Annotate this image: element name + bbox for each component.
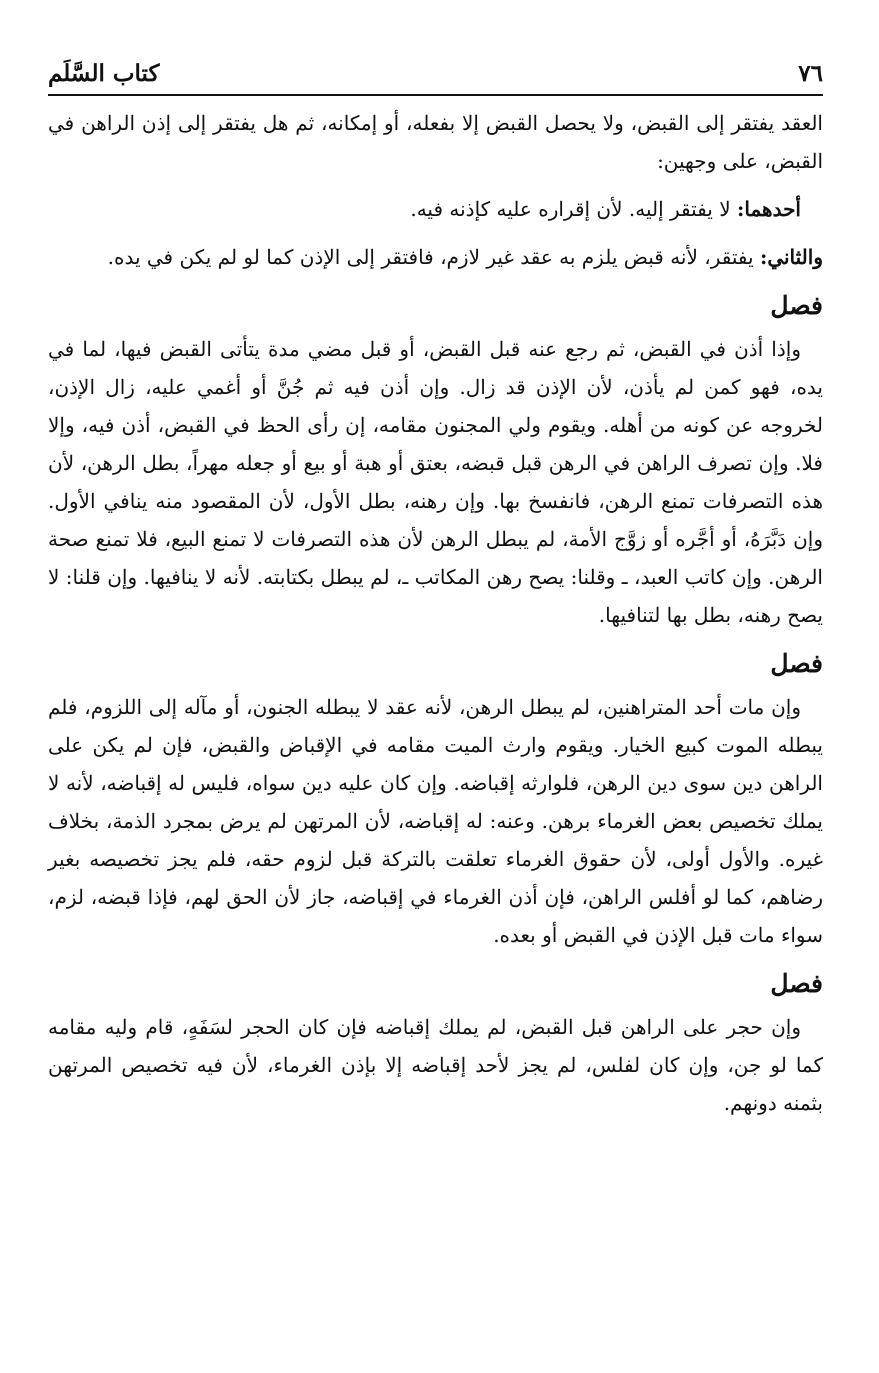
section-heading-3: فصل <box>770 969 823 998</box>
section-heading-2: فصل <box>770 649 823 678</box>
page-header <box>48 56 823 92</box>
first-view-label: أحدهما: <box>736 197 801 221</box>
second-view-text: يفتقر، لأنه قبض يلزم به عقد غير لازم، فافتقر إلى الإذن كما لو لم يكن في يده. <box>107 245 760 269</box>
paragraph-first-view <box>48 190 823 228</box>
page-body <box>48 104 823 1132</box>
first-view-text: لا يفتقر إليه. لأن إقراره عليه كإذنه فيه. <box>410 197 737 221</box>
section-2-paragraph: وإن مات أحد المتراهنين، لم يبطل الرهن، لأنه عقد لا يبطله الجنون، أو مآله إلى اللزوم، فلم يبطله الموت كبيع الخيار. ويقوم وارث الميت مقامه في الإقباض والقبض، فإن لم يكن على الراهن دين سوى دين الرهن، فلوارثه إقباضه. وإن كان عليه دين سواه، فليس له إقباضه، لأنه لا يملك تخصيص بعض الغرماء برهن. وعنه: له إقباضه، لأن المرتهن لم يرض بمجرد الذمة، بخلاف غيره. والأول أولى، لأن حقوق الغرماء تعلقت بالتركة قبل لزوم حقه، فلم يجز تخصيصه بغير رضاهم، كما لو أفلس الراهن، فإن أذن الغرماء في إقباضه، جاز لأن الحق لهم، فإذا قبضه، لزم، سواء مات قبل الإذن في القبض أو بعده. <box>48 695 823 947</box>
page-number: ٧٦ <box>798 60 823 87</box>
section-heading-1: فصل <box>770 291 823 320</box>
header-divider <box>48 94 823 96</box>
book-title: كتاب السَّلَم <box>48 60 160 87</box>
paragraph-intro: العقد يفتقر إلى القبض، ولا يحصل القبض إلا بفعله، أو إمكانه، ثم هل يفتقر إلى إذن الراهن في القبض، على وجهين: <box>48 111 823 173</box>
paragraph-second-view <box>48 238 823 276</box>
second-view-label: والثاني: <box>759 245 823 269</box>
section-1-paragraph: وإذا أذن في القبض، ثم رجع عنه قبل القبض، أو قبل مضي مدة يتأتى القبض فيها، لما في يده، فهو كمن لم يأذن، لأن الإذن قد زال. وإن أذن فيه ثم جُنَّ أو أغمي عليه، زال الإذن، لخروجه عن كونه من أهله. ويقوم ولي المجنون مقامه، إن رأى الحظ في القبض، أذن فيه، وإلا فلا. وإن تصرف الراهن في الرهن قبل قبضه، بعتق أو هبة أو بيع أو جعله مهراً، بطل الرهن، لأن هذه التصرفات تمنع الرهن، فانفسخ بها. وإن رهنه، بطل الأول، لأن المقصود منه ينافي الأول. وإن دَبَّرَهُ، أو أجَّره أو زوَّج الأمة، لم يبطل الرهن لأن هذه التصرفات لا تمنع البيع، فلا تمنع صحة الرهن. وإن كاتب العبد، ـ وقلنا: يصح رهن المكاتب ـ، لم يبطل بكتابته. لأنه لا ينافيها. وإن قلنا: لا يصح رهنه، بطل بها لتنافيها. <box>48 337 823 627</box>
section-3-paragraph: وإن حجر على الراهن قبل القبض، لم يملك إقباضه فإن كان الحجر لسَفَهٍ، قام وليه مقامه كما لو جن، وإن كان لفلس، لم يجز لأحد إقباضه إلا بإذن الغرماء، لأن فيه تخصيص المرتهن بثمنه دونهم. <box>48 1015 823 1115</box>
